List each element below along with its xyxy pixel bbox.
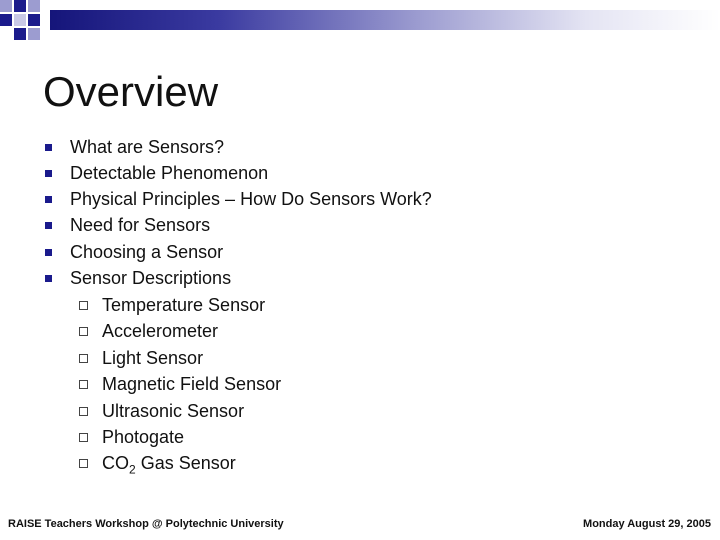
bullet-item — [70, 136, 224, 158]
deco-square — [28, 28, 40, 40]
bullet-text: Magnetic Field Sensor — [102, 374, 282, 394]
sub-bullet-item — [102, 426, 184, 448]
bullet-text — [102, 453, 236, 477]
header-gradient-bar — [50, 10, 720, 30]
bullet-text: Photogate — [102, 427, 185, 447]
bullet-text: Light Sensor — [102, 348, 204, 368]
deco-square — [14, 14, 26, 26]
deco-square — [28, 0, 40, 12]
co2-subscript: 2 — [129, 462, 136, 477]
sub-bullet-item — [102, 320, 218, 342]
hollow-square-bullet-icon — [79, 459, 88, 468]
square-bullet-icon — [45, 144, 52, 151]
bullet-text: What are Sensors? — [70, 137, 225, 157]
bullet-text: Physical Principles – How Do Sensors Work? — [70, 189, 432, 209]
square-bullet-icon — [45, 275, 52, 282]
hollow-square-bullet-icon — [79, 301, 88, 310]
bullet-item — [70, 214, 210, 236]
bullet-item — [70, 267, 231, 289]
bullet-text: Choosing a Sensor — [70, 242, 224, 262]
bullet-text: Sensor Descriptions — [70, 268, 232, 288]
header-decoration — [0, 0, 720, 44]
footer-left: RAISE Teachers Workshop @ Polytechnic University — [8, 518, 284, 530]
co2-text-main: CO — [102, 453, 129, 473]
slide-title: Overview — [43, 68, 219, 115]
bullet-item — [70, 162, 268, 184]
sub-bullet-item — [102, 294, 265, 316]
bullet-item — [70, 241, 223, 263]
square-bullet-icon — [45, 249, 52, 256]
sub-bullet-item — [102, 347, 203, 369]
square-bullet-icon — [45, 170, 52, 177]
co2-text-rest: Gas Sensor — [135, 453, 236, 473]
deco-square — [14, 28, 26, 40]
bullet-item — [70, 188, 432, 210]
bullet-text: Detectable Phenomenon — [70, 163, 269, 183]
hollow-square-bullet-icon — [79, 433, 88, 442]
sub-bullet-item — [102, 373, 281, 395]
deco-square — [0, 0, 12, 12]
deco-square — [0, 14, 12, 26]
sub-bullet-item — [102, 400, 244, 422]
sub-bullet-item — [102, 452, 236, 481]
square-bullet-icon — [45, 196, 52, 203]
hollow-square-bullet-icon — [79, 354, 88, 363]
footer-right: Monday August 29, 2005 — [583, 518, 711, 530]
hollow-square-bullet-icon — [79, 380, 88, 389]
bullet-text: Temperature Sensor — [102, 295, 266, 315]
bullet-text: Need for Sensors — [70, 215, 211, 235]
square-bullet-icon — [45, 222, 52, 229]
bullet-text: Ultrasonic Sensor — [102, 401, 245, 421]
bullet-text: Accelerometer — [102, 321, 219, 341]
deco-square — [14, 0, 26, 12]
hollow-square-bullet-icon — [79, 407, 88, 416]
deco-square — [28, 14, 40, 26]
hollow-square-bullet-icon — [79, 327, 88, 336]
